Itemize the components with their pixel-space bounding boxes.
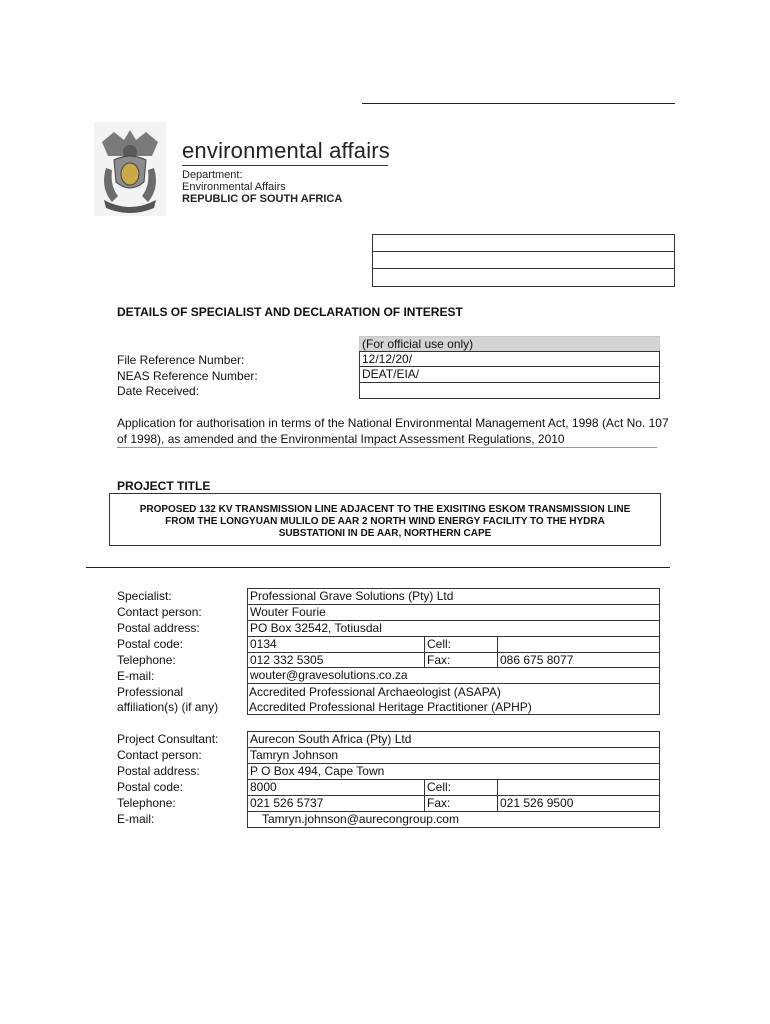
neas-reference-label: NEAS Reference Number: [117,369,258,383]
department-logo [94,122,394,217]
logo-country: REPUBLIC OF SOUTH AFRICA [182,193,343,205]
official-use-header: (For official use only) [359,336,660,352]
consultant-cell-value[interactable] [497,779,660,796]
specialist-email-value[interactable]: wouter@gravesolutions.co.za [247,667,660,684]
consultant-label: Project Consultant: [117,732,219,746]
specialist-fax-value[interactable]: 086 675 8077 [497,652,660,668]
consultant-email-value[interactable]: Tamryn.johnson@aurecongroup.com [247,811,660,828]
project-title-label: PROJECT TITLE [117,479,211,493]
consultant-fax-label: Fax: [424,795,498,812]
specialist-postal-address-value[interactable]: PO Box 32542, Totiusdal [247,620,660,637]
specialist-postal-code-value[interactable]: 0134 [247,636,425,653]
logo-department: Department: [182,169,243,181]
top-rule [362,103,675,104]
specialist-contact-label: Contact person: [117,605,202,619]
specialist-email-label: E-mail: [117,669,155,683]
neas-reference-value[interactable]: DEAT/EIA/ [359,366,660,383]
logo-rule [182,165,388,166]
specialist-telephone-label: Telephone: [117,653,176,667]
consultant-postal-address-label: Postal address: [117,764,200,778]
consultant-contact-label: Contact person: [117,748,202,762]
consultant-cell-label: Cell: [424,779,498,796]
date-received-value[interactable] [359,382,660,399]
consultant-postal-code-value[interactable]: 8000 [247,779,425,796]
logo-title: environmental affairs [182,138,391,163]
coat-of-arms-icon [94,122,166,216]
file-reference-value[interactable]: 12/12/20/ [359,351,660,367]
project-title-line2: FROM THE LONGYUAN MULILO DE AAR 2 NORTH WIND ENERGY FACILITY TO THE HYDRA [165,516,605,527]
consultant-postal-code-label: Postal code: [117,780,184,794]
specialist-fax-label: Fax: [424,652,498,668]
specialist-cell-value[interactable] [497,636,660,653]
consultant-name-value[interactable]: Aurecon South Africa (Pty) Ltd [247,731,660,748]
consultant-contact-value[interactable]: Tamryn Johnson [247,747,660,764]
section-rule [86,567,670,568]
specialist-affiliation-2: Accredited Professional Heritage Practitioner (APHP) [249,700,532,714]
specialist-affiliation-label: affiliation(s) (if any) [117,700,219,714]
official-stamp-box-3 [372,268,675,287]
specialist-postal-address-label: Postal address: [117,621,200,635]
official-stamp-box-2 [372,251,675,269]
specialist-label: Specialist: [117,589,172,603]
official-stamp-box-1 [372,234,675,252]
application-text-line2: of 1998), as amended and the Environmental Impact Assessment Regulations, 2010 [117,432,565,446]
project-title-line1: PROPOSED 132 KV TRANSMISSION LINE ADJACENT TO THE EXISITING ESKOM TRANSMISSION LINE [139,504,631,515]
date-received-label: Date Received: [117,384,200,398]
project-title-box [109,493,661,546]
specialist-name-value[interactable]: Professional Grave Solutions (Pty) Ltd [247,588,660,605]
specialist-professional-label: Professional [117,685,184,699]
specialist-affiliation-1: Accredited Professional Archaeologist (ASAPA) [249,685,501,699]
specialist-postal-code-label: Postal code: [117,637,184,651]
page-heading: DETAILS OF SPECIALIST AND DECLARATION OF INTEREST [117,305,463,319]
specialist-contact-value[interactable]: Wouter Fourie [247,604,660,621]
consultant-email-label: E-mail: [117,812,155,826]
application-text-line1: Application for authorisation in terms of the National Environmental Management Act, 1998 (Act No. 107 [117,416,669,430]
application-rule [117,447,657,448]
consultant-telephone-label: Telephone: [117,796,176,810]
project-title-line3: SUBSTATIONI IN DE AAR, NORTHERN CAPE [278,528,492,539]
specialist-cell-label: Cell: [424,636,498,653]
file-reference-label: File Reference Number: [117,353,245,367]
consultant-telephone-value[interactable]: 021 526 5737 [247,795,425,812]
specialist-telephone-value[interactable]: 012 332 5305 [247,652,425,668]
logo-department-name: Environmental Affairs [182,181,286,193]
consultant-postal-address-value[interactable]: P O Box 494, Cape Town [247,763,660,780]
consultant-fax-value[interactable]: 021 526 9500 [497,795,660,812]
